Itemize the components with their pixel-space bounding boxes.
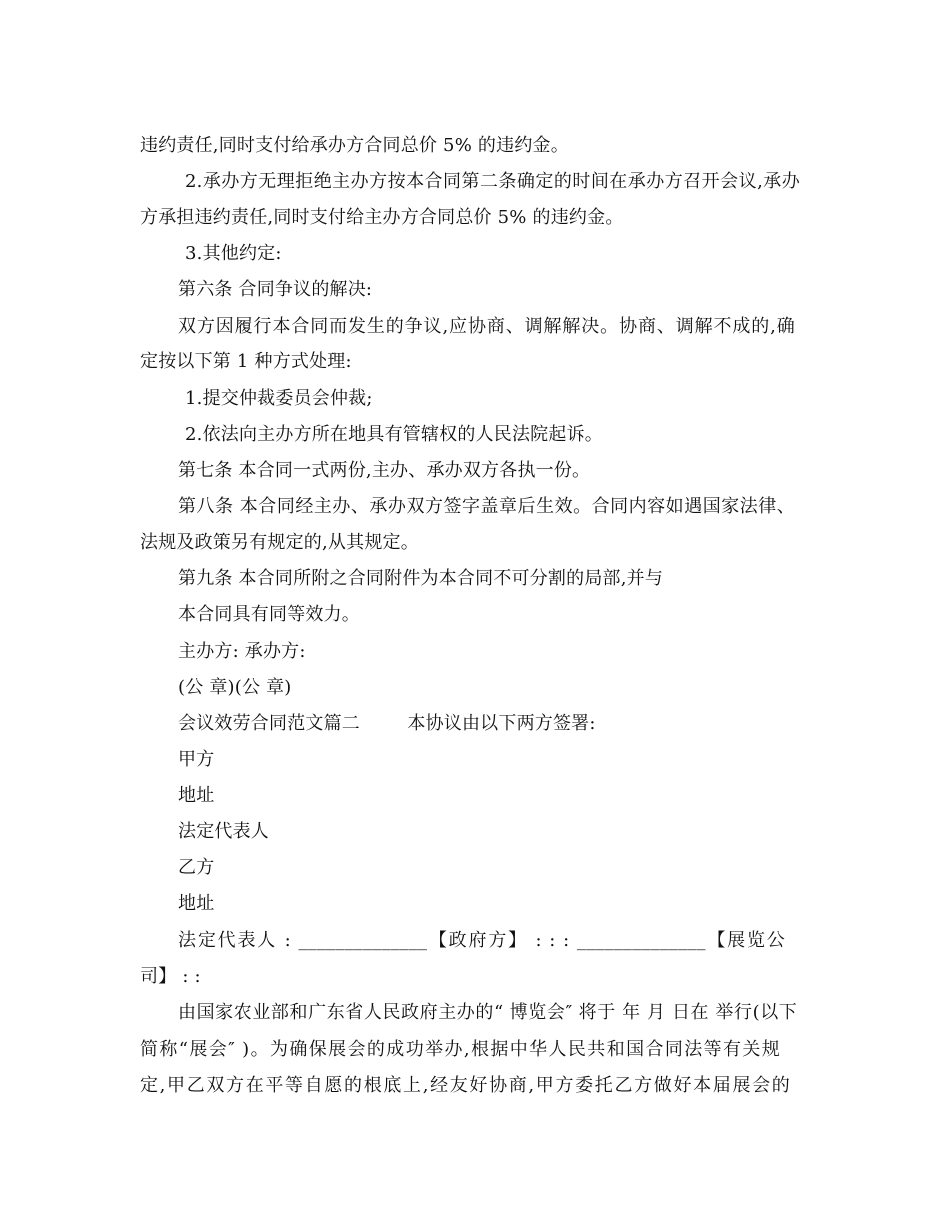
party-b-label: 乙方 (178, 857, 215, 878)
text-line: 本合同具有同等效力。 (178, 604, 360, 625)
section-heading: 第六条 合同争议的解决: (178, 279, 373, 300)
text-line: 方承担违约责任,同时支付给主办方合同总价 5% 的违约金。 (140, 207, 624, 228)
list-item: 1.提交仲裁委员会仲裁; (185, 388, 373, 409)
text-line: 双方因履行本合同而发生的争议,应协商、调解解决。协商、调解不成的,确 (178, 316, 795, 337)
text-line: 由国家农业部和广东省人民政府主办的“ 博览会″ 将于 年 月 日在 举行(以下 (178, 1002, 797, 1023)
section-heading: 第八条 本合同经主办、承办双方签字盖章后生效。合同内容如遇国家法律、 (178, 496, 795, 517)
text-line: 定按以下第 1 种方式处理: (140, 351, 352, 372)
legal-representative-label: 法定代表人 (178, 821, 269, 842)
address-label: 地址 (178, 785, 215, 806)
fill-in-line: 法定代表人 : ______________【政府方】 : : : ______________【展览公 (178, 930, 785, 951)
signature-label: 主办方: 承办方: (178, 641, 306, 662)
text-line: 简称“展会″ )。为确保展会的成功举办,根据中华人民共和国合同法等有关规 (140, 1039, 780, 1060)
seal-label: (公 章)(公 章) (178, 677, 292, 698)
text-line: 违约责任,同时支付给承办方合同总价 5% 的违约金。 (140, 135, 569, 156)
contract-title-line: 会议效劳合同范文篇二 本协议由以下两方签署: (178, 713, 596, 734)
section-heading: 第七条 本合同一式两份,主办、承办双方各执一份。 (178, 460, 591, 481)
text-line: 2.承办方无理拒绝主办方按本合同第二条确定的时间在承办方召开会议,承办 (185, 171, 800, 192)
text-line: 3.其他约定: (185, 243, 282, 264)
address-label: 地址 (178, 893, 215, 914)
list-item: 2.依法向主办方所在地具有管辖权的人民法院起诉。 (185, 424, 603, 445)
text-line: 法规及政策另有规定的,从其规定。 (140, 532, 419, 553)
text-line: 司】 : : (140, 966, 201, 987)
text-line: 定,甲乙双方在平等自愿的根底上,经友好协商,甲方委托乙方做好本届展会的 (140, 1075, 790, 1096)
section-heading: 第九条 本合同所附之合同附件为本合同不可分割的局部,并与 (178, 568, 664, 589)
party-a-label: 甲方 (178, 749, 215, 770)
